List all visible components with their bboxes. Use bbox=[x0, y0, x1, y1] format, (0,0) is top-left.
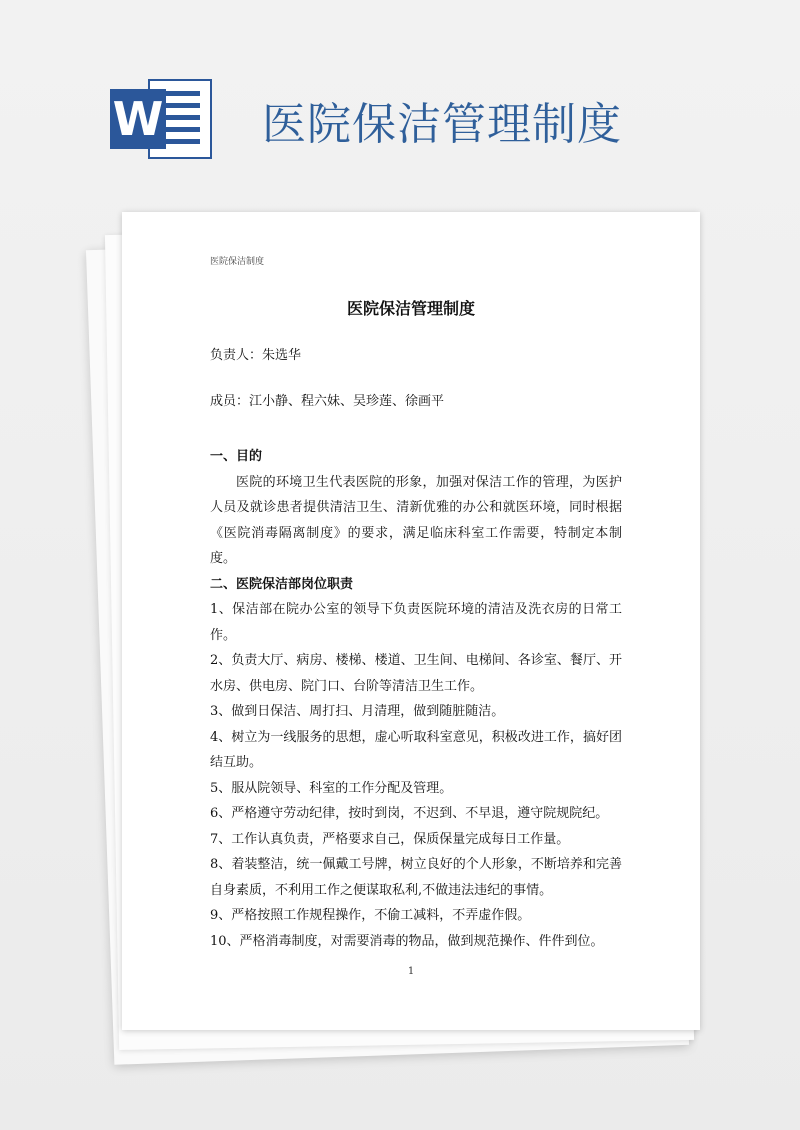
section-heading: 二、医院保洁部岗位职责 bbox=[210, 576, 354, 592]
list-item: 6、严格遵守劳动纪律，按时到岗，不迟到、不早退，遵守院规院纪。 bbox=[210, 806, 609, 821]
members-line: 成员：江小静、程六妹、吴珍莲、徐画平 bbox=[210, 394, 445, 409]
list-item: 9、严格按照工作规程操作，不偷工减料，不弄虚作假。 bbox=[210, 908, 531, 923]
word-document-icon bbox=[110, 75, 215, 163]
paragraph: 医院的环境卫生代表医院的形象，加强对保洁工作的管理，为医护人员及就诊患者提供清洁卫生、清新优雅的办公和就医环境，同时根据《医院消毒隔离制度》的要求，满足临床科室工作需要，特制定本制度。 bbox=[210, 474, 622, 566]
list-item: 5、服从院领导、科室的工作分配及管理。 bbox=[210, 780, 453, 796]
list-item: 10、严格消毒制度，对需要消毒的物品，做到规范操作、件件到位。 bbox=[210, 933, 604, 949]
list-item: 8、着装整洁，统一佩戴工号牌，树立良好的个人形象，不断培养和完善自身素质，不利用工作之便谋取私利,不做违法违纪的事情。 bbox=[210, 857, 622, 898]
running-header: 医院保洁制度 bbox=[210, 257, 265, 267]
page-number: 1 bbox=[407, 966, 415, 977]
section-heading: 一、目的 bbox=[210, 449, 263, 464]
list-item: 3、做到日保洁、周打扫、月清理，做到随脏随洁。 bbox=[210, 704, 505, 719]
word-w-letter: W bbox=[110, 89, 166, 149]
responsible-person: 负责人：朱选华 bbox=[210, 348, 302, 363]
list-item: 7、工作认真负责，严格要求自己，保质保量完成每日工作量。 bbox=[210, 831, 570, 847]
list-item: 2、负责大厅、病房、楼梯、楼道、卫生间、电梯间、各诊室、餐厅、开水房、供电房、院门口、台阶等清洁卫生工作。 bbox=[210, 653, 622, 694]
document-page bbox=[122, 212, 700, 1030]
list-item: 1、保洁部在院办公室的领导下负责医院环境的清洁及洗衣房的日常工作。 bbox=[210, 602, 622, 643]
list-item: 4、树立为一线服务的思想，虚心听取科室意见，积极改进工作，搞好团结互助。 bbox=[210, 729, 622, 770]
document-body bbox=[210, 444, 622, 954]
page-title: 医院保洁管理制度 bbox=[262, 99, 622, 150]
document-title: 医院保洁管理制度 bbox=[346, 299, 475, 318]
